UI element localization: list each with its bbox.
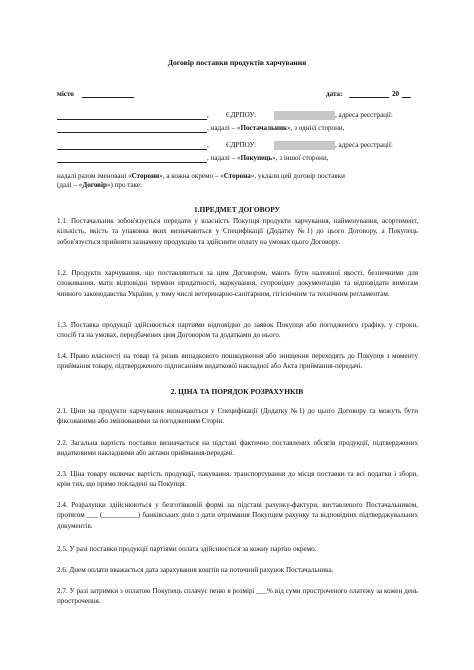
- clause-2-2: 2.2. Загальна вартість поставки визначається на підставі фактично поставлених обсягів продукції, підтверджених видатковими накладними або актами приймання-передачі.: [57, 439, 418, 458]
- document-title: Договір поставки продуктів харчування: [167, 58, 307, 67]
- supplier-edrpou-label: ЄДРПОУ:: [226, 111, 257, 119]
- clause-2-3: 2.3. Ціна товару включає вартість продукції, пакування, транспортування до місця поставки та всі податки і збори, крім тих, що прямо покладені на Покупця.: [57, 470, 418, 489]
- supplier-role: Постачальник: [240, 124, 288, 132]
- supplier-name-field[interactable]: [57, 119, 207, 120]
- section-2-heading: 2. ЦІНА ТА ПОРЯДОК РОЗРАХУНКІВ: [170, 387, 304, 396]
- supplier-address-field[interactable]: [57, 132, 207, 133]
- place-field[interactable]: [82, 97, 134, 98]
- buyer-address-field[interactable]: [57, 162, 207, 163]
- supplier-role-line: , надалі – «Постачальник», з однієї сторони,: [207, 124, 345, 132]
- clause-1-4: 1.4. Право власності на товар та ризик випадкового пошкодження або знищення переходять до Покупця з моменту приймання товару, підтвердженого підписанням видаткової накладної або Акта приймання-передачі.: [57, 352, 418, 371]
- supplier-edrpou-field[interactable]: [274, 111, 335, 120]
- document-page: Договір поставки продуктів харчування місто дата: 20 , ЄДРПОУ: , адреса реєстрації: , надалі – «Постачальник», з однієї сторони, , ЄДРПОУ: , адреса реєстрації: , надалі – «Покупець», з іншої сторони, надалі разом іменовані «Сторони», а кожна окремо – «Сторона», уклали цей договір поставки (далі – «Договір») про таке: 1.ПРЕДМЕТ ДОГОВОРУ 1.1. Постачальник зобов'язується передати у власність Покупця продукти харчування, найменування, асортимент, кількість, якість та упаковка яких визначаються у Специфікації (Додатку №1) до цього Договору, а Покупець зобов'язується прийняти зазначену продукцію та здійснити оплату на умовах цього Договору. 1.2. Продукти харчування, що поставляються за цим Договором, мають бути належної якості, безпечними для споживання, мати відповідні терміни придатності, маркування, супровідну документацію та відповідати вимогам чинного законодавства України, у тому числі ветеринарно-санітарним, гігієнічним та технічним регламентам. 1.3. Поставка продукції здійснюється партіями відповідно до заявок Покупця або погодженого графіку, у строки, спосіб та на умовах, передбачених цим Договором та додатками до нього. 1.4. Право власності на товар та ризик випадкового пошкодження або знищення переходять до Покупця з моменту приймання товару, підтвердженого підписанням видаткової накладної або Акта приймання-передачі. 2. ЦІНА ТА ПОРЯДОК РОЗРАХУНКІВ 2.1. Ціни на продукти харчування визначаються у Специфікації (Додатку №1) до цього Договору та можуть бути фіксованими або змінюваними за погодженням Сторін. 2.2. Загальна вартість поставки визначається на підставі фактично поставлених обсягів продукції, підтверджених видатковими накладними або актами приймання-передачі. 2.3. Ціна товару включає вартість продукції, пакування, транспортування до місця поставки та всі податки і збори, крім тих, що прямо покладені на Покупця. 2.4. Розрахунки здійснюються у безготівковій формі на підставі рахунку-фактури, виставленого Постачальником, протягом ___ (__________) банківських днів з дати отримання Покупцем рахунку та відповідних підтверджувальних документів. 2.5. У разі поставки продукції партіями оплата здійснюється за кожну партію окремо. 2.6. Днем оплати вважається дата зарахування коштів на поточний рахунок Постачальника. 2.7. У разі затримки з оплатою Покупець сплачує пеню в розмірі ___% від суми простроченого платежу за кожен день прострочення.: [0, 0, 474, 670]
- clause-2-5: 2.5. У разі поставки продукції партіями оплата здійснюється за кожну партію окремо.: [57, 545, 317, 553]
- clause-1-2: 1.2. Продукти харчування, що поставляються за цим Договором, мають бути належної якості, безпечними для споживання, мати відповідні терміни придатності, маркування, супровідну документацію та відповідати вимогам чинного законодавства України, у тому числі ветеринарно-санітарним, гігієнічним та технічним регламентам.: [57, 269, 418, 298]
- clause-2-4: 2.4. Розрахунки здійснюються у безготівковій формі на підставі рахунку-фактури, виставленого Постачальником, протягом ___ (__________) банківських днів з дати отримання Покупцем рахунку та відповідних підтверджувальних документів.: [57, 501, 418, 530]
- date-field[interactable]: [349, 97, 389, 98]
- buyer-edrpou-field[interactable]: [274, 141, 335, 150]
- intro-line-2: (далі – «Договір») про таке:: [57, 181, 143, 189]
- year-prefix: 20: [392, 90, 400, 98]
- clause-2-6: 2.6. Днем оплати вважається дата зарахування коштів на поточний рахунок Постачальника.: [57, 566, 334, 574]
- intro-line-1: надалі разом іменовані «Сторони», а кожна окремо – «Сторона», уклали цей договір поставки: [57, 172, 345, 180]
- place-label: місто: [57, 90, 74, 98]
- clause-1-1: 1.1. Постачальник зобов'язується передати у власність Покупця продукти харчування, найменування, асортимент, кількість, якість та упаковка яких визначаються у Специфікації (Додатку №1) до цього Договору, а Покупець зобов'язується прийняти зазначену продукцію та здійснити оплату на умовах цього Договору.: [57, 217, 418, 246]
- year-field[interactable]: [402, 97, 411, 98]
- clause-1-3: 1.3. Поставка продукції здійснюється партіями відповідно до заявок Покупця або погодженого графіку, у строки, спосіб та на умовах, передбачених цим Договором та додатками до нього.: [57, 321, 418, 340]
- buyer-role: Покупець: [240, 154, 273, 162]
- supplier-address-label: , адреса реєстрації:: [335, 111, 393, 119]
- buyer-address-label: , адреса реєстрації:: [335, 141, 393, 149]
- section-1-heading: 1.ПРЕДМЕТ ДОГОВОРУ: [193, 205, 281, 214]
- clause-2-7: 2.7. У разі затримки з оплатою Покупець сплачує пеню в розмірі ___% від суми простроченого платежу за кожен день прострочення.: [57, 587, 418, 606]
- clause-2-1: 2.1. Ціни на продукти харчування визначаються у Специфікації (Додатку №1) до цього Договору та можуть бути фіксованими або змінюваними за погодженням Сторін.: [57, 407, 418, 426]
- buyer-name-field[interactable]: [57, 149, 207, 150]
- buyer-edrpou-label: ЄДРПОУ:: [226, 141, 257, 149]
- date-label: дата:: [326, 90, 343, 98]
- buyer-role-line: , надалі – «Покупець», з іншої сторони,: [207, 154, 329, 162]
